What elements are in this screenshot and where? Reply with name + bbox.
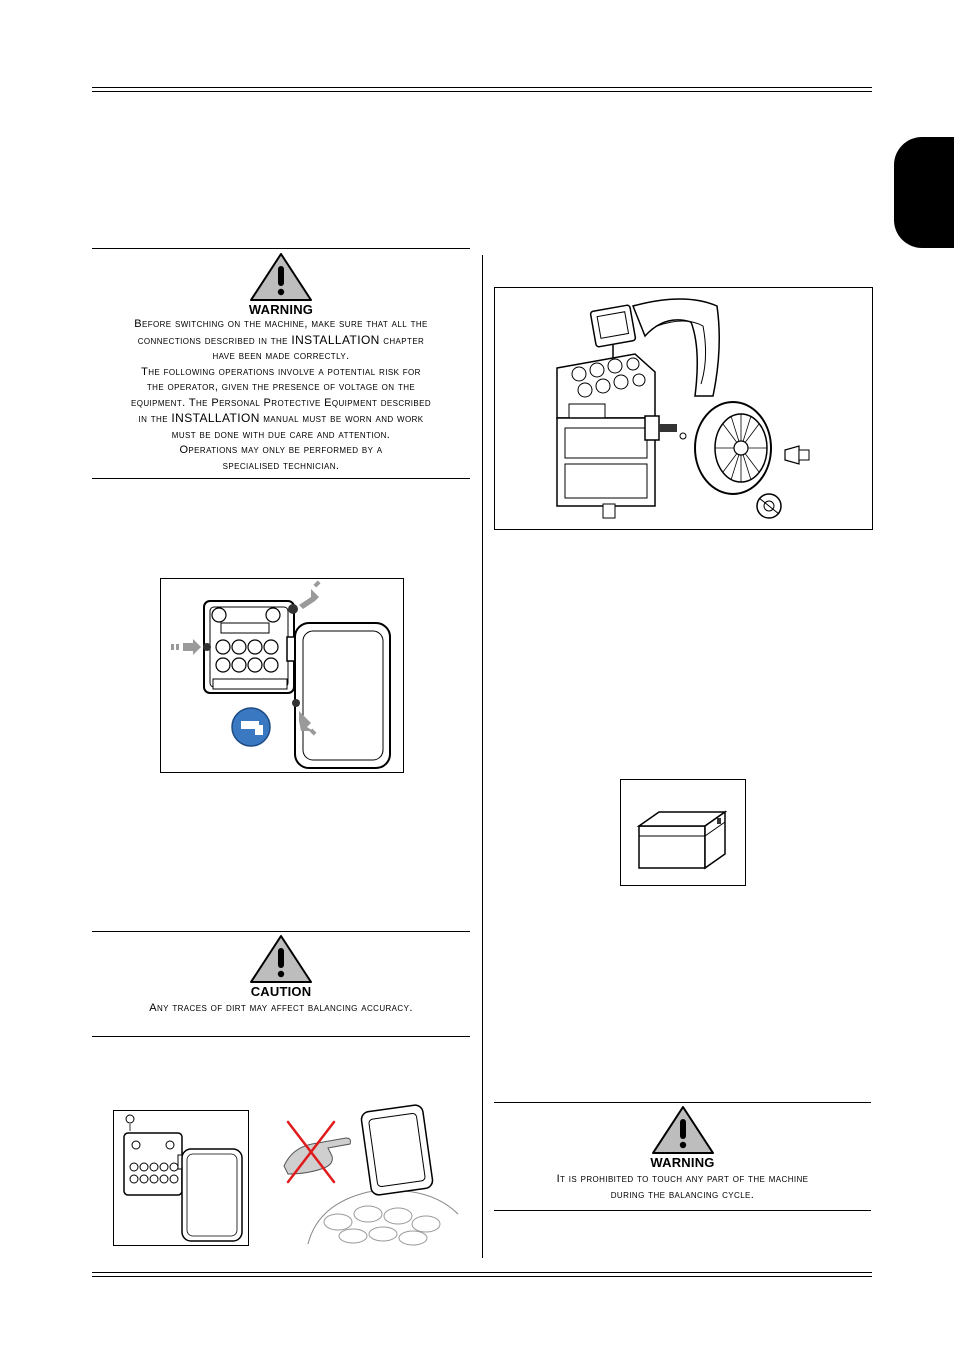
no-touch-illustration: [278, 1104, 463, 1246]
warning1-top-rule: [92, 248, 470, 249]
wheel-balancer-illustration: [495, 288, 872, 529]
header-rule-inner: [92, 91, 872, 92]
warning-notice-2: [494, 1105, 871, 1203]
machine-top-view-small-illustration: [114, 1111, 248, 1245]
warning1-bottom-rule: [92, 478, 470, 479]
warning-triangle-icon: [249, 252, 313, 302]
figure-power-switch: [160, 578, 404, 773]
warning1-text: Before switching on the machine, make sure that all the connections described in the INSTALLATION chapter have been made correctly. The following operations involve a potential risk for the operator, given the presence of voltage on the equipment. The Personal Protective Equipment described in the INSTALLATION manual must be worn and work must be done with due care and attention. Operations may only be performed by a specialised technician.: [130, 318, 432, 472]
warning2-title: WARNING: [650, 1155, 715, 1170]
figure-top-view-small: [113, 1110, 249, 1246]
warning2-top-rule: [494, 1102, 871, 1103]
figure-accessory-box: [620, 779, 746, 886]
warning2-text: It is prohibited to touch any part of the machine during the balancing cycle.: [556, 1173, 809, 1201]
column-divider: [482, 255, 483, 1258]
warning-triangle-icon: [249, 934, 313, 984]
warning-notice-1: [92, 252, 470, 474]
footer-rule-inner: [92, 1276, 872, 1277]
caution-title: CAUTION: [250, 984, 312, 999]
warning2-bottom-rule: [494, 1210, 871, 1211]
language-thumb-tab: [894, 137, 954, 248]
arrow-icon: [171, 639, 201, 655]
caution-notice: [92, 934, 470, 1017]
caution-text: Any traces of dirt may affect balancing accuracy.: [149, 1002, 413, 1014]
caution-top-rule: [92, 931, 470, 932]
machine-top-view-illustration: [161, 579, 403, 772]
box-illustration: [621, 780, 745, 885]
header-rule: [92, 87, 872, 88]
footer-rule: [92, 1272, 872, 1273]
caution-bottom-rule: [92, 1036, 470, 1037]
figure-no-touch-screen: [278, 1104, 463, 1246]
figure-balancer-wheel: [494, 287, 873, 530]
warning1-title: WARNING: [248, 302, 314, 317]
warning-triangle-icon: [651, 1105, 715, 1155]
